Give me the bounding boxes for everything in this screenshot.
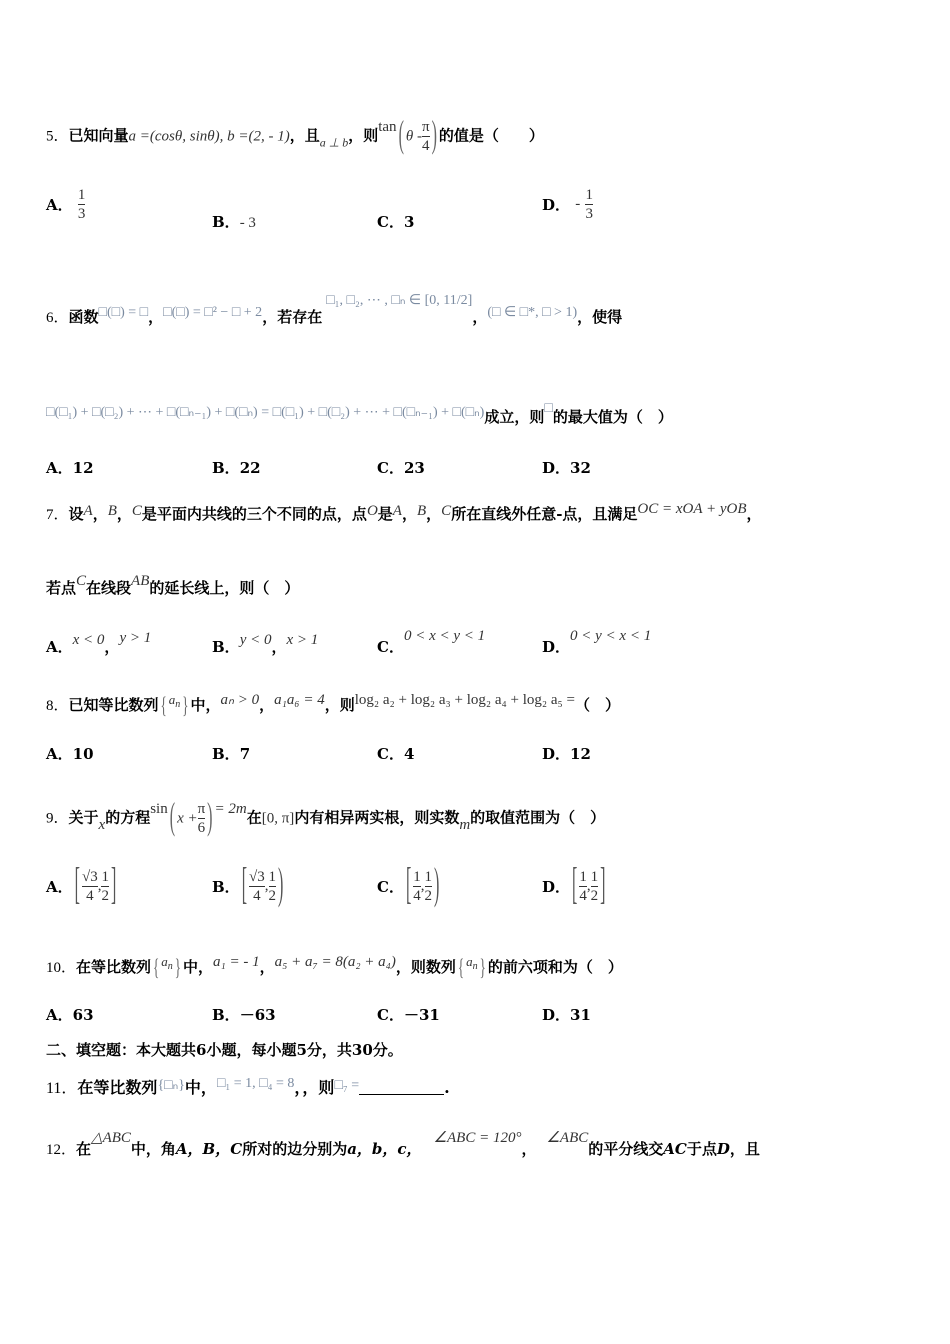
question-9: 9．关于x的方程sin ( x + $\frac{\pi}{6}$ ) = 2m在[0, π]内有相异两实根，则实数m的取值范围为（ ）: [46, 796, 606, 838]
question-11: 11．在等比数列{□ₙ}中，□₁ = 1, □₄ = 8，，则□₇ = .: [46, 1076, 450, 1097]
q7-option-c: C．0 < x < y < 1: [377, 628, 486, 656]
q8-option-c: C．4: [377, 745, 415, 763]
q5-option-a: A． $\frac{1}{3}$: [46, 187, 86, 222]
q7-option-d: D．0 < y < x < 1: [542, 628, 652, 656]
q5-option-b: B．- 3: [212, 213, 256, 231]
question-5: 5．已知向量a =(cosθ, sinθ), b =(2, - 1)，且$_{a \perp b}$，则tan ( θ - $\frac{\pi}{4}$ ) 的值是（ ）: [46, 114, 544, 156]
q7-option-b: B．y < 0，x > 1: [212, 632, 319, 656]
q6-option-d: D．32: [542, 459, 591, 477]
q6-option-a: A．12: [46, 459, 94, 477]
q10-option-d: D．31: [542, 1006, 591, 1024]
question-10: 10．在等比数列 { $a^n$ } 中，a₁ = - 1，a₅ + a₇ = 8(a₂ + a₄)，则数列 { $a^n$ } 的前六项和为（ ）: [46, 953, 623, 981]
q5-option-c: C．3: [377, 213, 415, 231]
q6-option-c: C．23: [377, 459, 425, 477]
question-12: 12．在△ABC中，角A，B，C所对的边分别为a，b，c，∠ABC = 120°，∠ABC的平分线交AC于点D，且: [46, 1130, 760, 1158]
question-6: 6．函数□(□) = □，□(□) = □² − □ + 2，若存在□₁, □₂, ⋯ , □ₙ ∈ [0, 11/2]，(□ ∈ □*, □ > 1)，使得: [46, 293, 623, 326]
question-7-cont: 若点C在线段AB的延长线上，则（ ）: [46, 573, 300, 597]
q9-option-c: C． [ $\frac{1}{4}$ , $\frac{1}{2}$ ): [377, 861, 440, 909]
q5-vector-expression: a =(cosθ, sinθ), b =(2, - 1): [128, 128, 290, 145]
q8-option-a: A．10: [46, 745, 94, 763]
q9-option-a: A． [ $\frac{√3}{4}$ , $\frac{1}{2}$ ]: [46, 861, 117, 909]
question-8: 8．已知等比数列 { $a^n$ } 中，aₙ > 0，a₁a₆ = 4，则log₂ a₂ + log₂ a₃ + log₂ a₄ + log₂ a₅ =（ ）: [46, 691, 620, 719]
q6-option-b: B．22: [212, 459, 261, 477]
q8-option-d: D．12: [542, 745, 591, 763]
q10-option-a: A．63: [46, 1006, 94, 1024]
q9-option-d: D． [ $\frac{1}{4}$ , $\frac{1}{2}$ ]: [542, 861, 606, 909]
q10-option-c: C．－31: [377, 1006, 440, 1024]
q7-option-a: A．x < 0，y > 1: [46, 630, 152, 656]
q5-option-d: D． - $\frac{1}{3}$: [542, 187, 593, 222]
q10-option-b: B．－63: [212, 1006, 276, 1024]
section-header-fill-in: 二、填空题：本大题共6小题，每小题5分，共30分。: [46, 1041, 403, 1059]
q8-option-b: B．7: [212, 745, 251, 763]
answer-blank[interactable]: [359, 1080, 444, 1095]
q9-option-b: B． [ $\frac{√3}{4}$ , $\frac{1}{2}$ ): [212, 861, 284, 909]
question-7: 7．设A，B，C是平面内共线的三个不同的点，点O是A，B，C所在直线外任意-点，且满足OC = xOA + yOB，: [46, 501, 762, 523]
question-6-condition: □(□₁) + □(□₂) + ⋯ + □(□ₙ₋₁) + □(□ₙ) = □(□₁) + □(□₂) + ⋯ + □(□ₙ₋₁) + □(□ₙ)成立，则□的最大值为（ ）: [46, 401, 673, 426]
